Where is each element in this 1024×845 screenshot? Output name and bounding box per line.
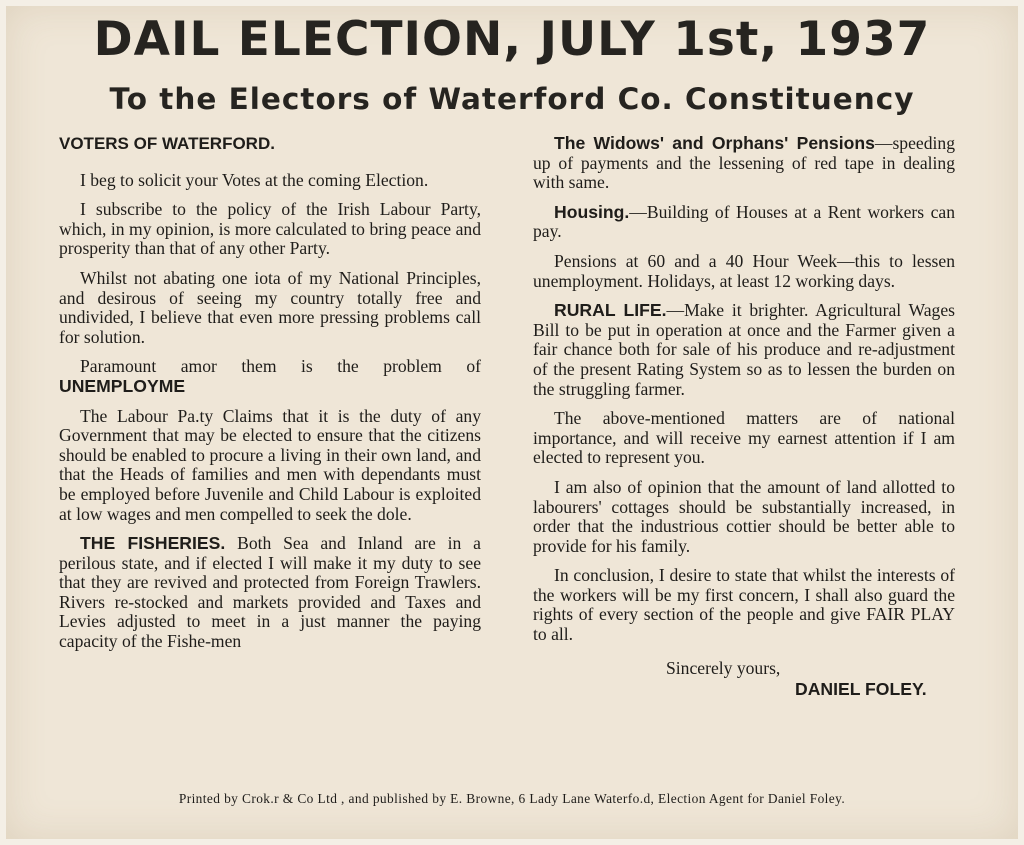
- paragraph-working-week: Pensions at 60 and a 40 Hour Week—this to lessen unemployment. Holidays, at least 12 working days.: [533, 250, 955, 291]
- paragraph-policy: I subscribe to the policy of the Irish Labour Party, which, in my opinion, is more calculated to bring peace and prosperity than that of any other Party.: [59, 199, 481, 259]
- paragraph-housing: [533, 203, 955, 242]
- rural-life-heading: RURAL LIFE.: [554, 300, 667, 321]
- candidate-signature: DANIEL FOLEY.: [795, 679, 927, 700]
- paragraph-labour-claims: The Labour Pa.ty Claims that it is the duty of any Government that may be elected to ensure that the citizens should be enabled to procure a living in their own land, and that the Heads of families and men with dependants must be employed before Juvenile and Child Labour is exploited at low wages and men compelled to seek the dole.: [59, 405, 481, 524]
- leaflet-title: DAIL ELECTION, JULY 1st, 1937: [93, 12, 931, 67]
- unemployment-keyword: UNEMPLOYME: [59, 375, 186, 396]
- paragraph-pensions: [533, 134, 955, 193]
- paragraph-solicit: I beg to solicit your Votes at the coming Election.: [80, 169, 429, 190]
- paragraph-rural-life: [533, 301, 955, 399]
- voters-heading: VOTERS OF WATERFORD.: [59, 134, 275, 153]
- fisheries-heading: THE FISHERIES.: [80, 533, 226, 554]
- housing-heading: Housing.: [554, 201, 630, 222]
- printer-imprint: Printed by Crok.r & Co Ltd , and published by E. Browne, 6 Lady Lane Waterfo.d, Election Agent for Daniel Foley.: [178, 791, 846, 806]
- fisheries-text: Both Sea and Inland are in a perilous state, and if elected I will make it my duty to see that they are revived and protected from Foreign Trawlers. Rivers re-stocked and markets provided and Taxes and Levies adjusted to meet in a just manner the paying capacity of the Fishe-men: [59, 533, 481, 652]
- pensions-text: —speeding up of payments and the lessening of red tape in dealing with same.: [533, 133, 955, 193]
- closing-salutation: Sincerely yours,: [666, 657, 781, 678]
- pensions-heading: The Widows' and Orphans' Pensions: [554, 133, 875, 153]
- unemployment-text: Paramount amor them is the problem of: [80, 356, 481, 377]
- leaflet-subtitle: To the Electors of Waterford Co. Constituency: [109, 82, 915, 116]
- housing-text: —Building of Houses at a Rent workers can pay.: [533, 201, 955, 242]
- right-column: [533, 134, 955, 700]
- rural-life-text: —Make it brighter. Agricultural Wages Bill to be put in operation at once and the Farmer given a fair chance both for sale of his produce and re-adjustment of the present Rating System so as to lessen the burden on the struggling farmer.: [533, 300, 956, 399]
- paragraph-principles: Whilst not abating one iota of my National Principles, and desirous of seeing my country totally free and undivided, I believe that even more pressing problems call for solution.: [59, 267, 481, 347]
- paragraph-unemployment: [59, 357, 481, 396]
- left-column: [59, 134, 481, 662]
- paragraph-fisheries: [59, 534, 481, 652]
- paragraph-conclusion: In conclusion, I desire to state that whilst the interests of the workers will be my first concern, I shall also guard the rights of every section of the people and give FAIR PLAY to all.: [533, 565, 955, 645]
- paragraph-cottages: I am also of opinion that the amount of land allotted to labourers' cottages should be substantially increased, in order that the industrious cottier should be better able to provide for his family.: [533, 476, 955, 556]
- paragraph-national-importance: The above-mentioned matters are of national importance, and will receive my earnest attention if I am elected to represent you.: [533, 408, 955, 468]
